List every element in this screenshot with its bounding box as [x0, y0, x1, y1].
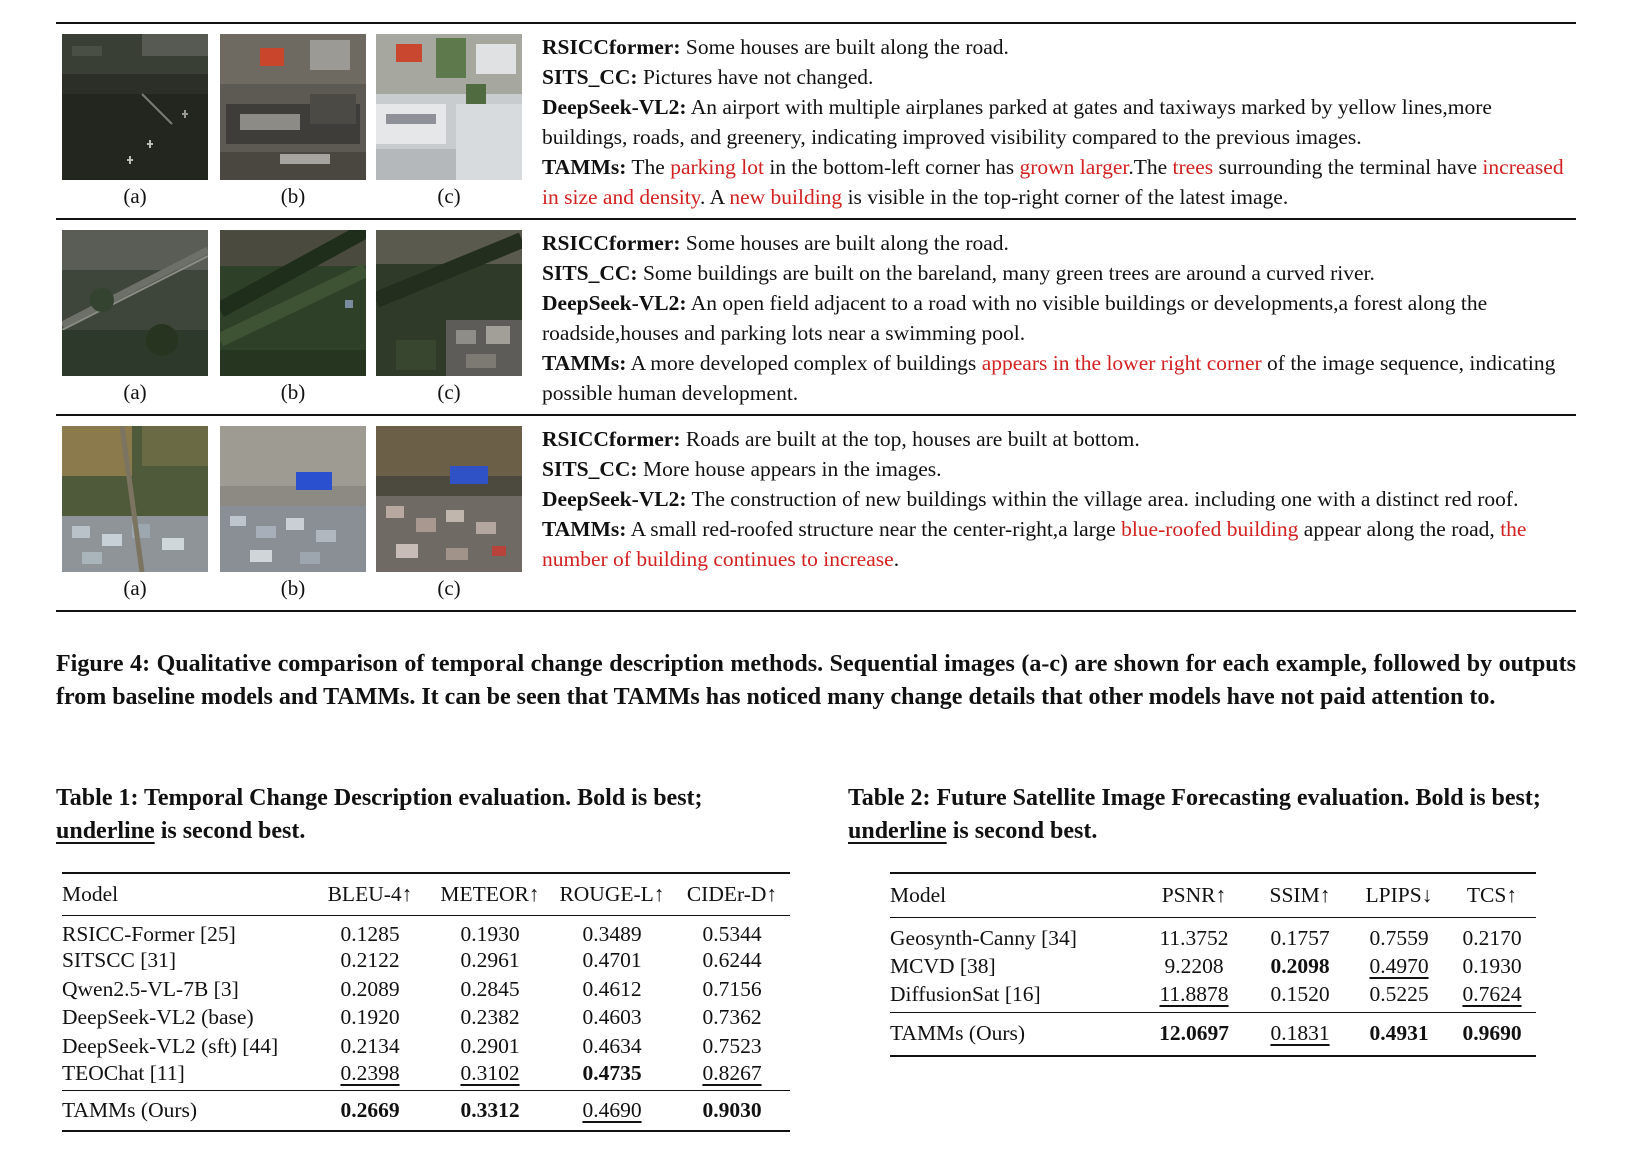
satellite-image-2c [376, 230, 522, 376]
table-1 [62, 872, 790, 1132]
metric-cell [1250, 982, 1350, 1013]
satellite-image-2c [376, 230, 522, 376]
model-cell [890, 951, 1138, 982]
model-name: DeepSeek-VL2: [542, 291, 687, 315]
cell-value: 0.5344 [702, 921, 762, 946]
caption-line [542, 32, 1576, 62]
cell-value: 0.4690 [582, 1097, 642, 1122]
table-1-caption-underline: underline [56, 818, 155, 844]
cell-value: 0.2398 [340, 1060, 400, 1085]
table-row [890, 917, 1536, 951]
cell-value: Geosynth-Canny [34] [890, 925, 1077, 950]
cell-value: 0.1831 [1270, 1021, 1330, 1046]
cell-value: PSNR↑ [1161, 882, 1227, 907]
satellite-image-1a [62, 34, 208, 180]
metric-cell [310, 915, 430, 947]
column-header [890, 873, 1138, 917]
caption-text: surrounding the terminal have [1213, 155, 1483, 179]
model-cell [890, 982, 1138, 1013]
metric-cell [1448, 982, 1536, 1013]
cell-value: 0.7362 [702, 1005, 762, 1030]
model-cell [62, 947, 310, 976]
cell-value: 12.0697 [1159, 1021, 1229, 1046]
caption-line [542, 348, 1576, 408]
cell-value: DiffusionSat [16] [890, 982, 1041, 1007]
metric-cell [1250, 951, 1350, 982]
metric-cell [430, 1090, 550, 1131]
caption-line [542, 514, 1576, 574]
caption-text: The construction of new buildings within the village area. including one with a distinct red roof. [686, 487, 1519, 511]
model-name: TAMMs: [542, 517, 627, 541]
metric-cell [674, 1090, 790, 1131]
caption-text: Roads are built at the top, houses are built at bottom. [680, 427, 1140, 451]
table-1-caption-text: Table 1: Temporal Change Description evaluation. Bold is best; [56, 785, 703, 811]
caption-text: appear along the road, [1298, 517, 1501, 541]
cell-value: 11.8878 [1159, 982, 1229, 1007]
satellite-image-3a [62, 426, 208, 572]
cell-value: 0.6244 [702, 948, 762, 973]
metric-cell [550, 1061, 674, 1091]
cell-value: 0.1757 [1270, 925, 1330, 950]
cell-value: 0.8267 [702, 1060, 762, 1085]
metric-cell [1350, 917, 1448, 951]
caption-text: Some houses are built along the road. [680, 35, 1009, 59]
table-1-caption-end: is second best. [154, 818, 306, 844]
cell-value: 0.9690 [1462, 1021, 1522, 1046]
caption-text: A small red-roofed structure near the center-right,a large [626, 517, 1122, 541]
caption-line [542, 424, 1576, 454]
header-row [62, 873, 790, 915]
table-row [62, 975, 790, 1004]
thumb-label-2a: (a) [123, 380, 147, 404]
table-row [890, 982, 1536, 1013]
caption-line [542, 258, 1576, 288]
cell-value: 0.1930 [460, 921, 520, 946]
column-header [1138, 873, 1250, 917]
model-cell [62, 975, 310, 1004]
model-cell [62, 1090, 310, 1131]
model-name: TAMMs: [542, 155, 627, 179]
cell-value: 0.2170 [1462, 925, 1522, 950]
table-2 [890, 872, 1536, 1057]
thumb-label-1b: (b) [280, 184, 306, 208]
cell-value: 0.4603 [582, 1005, 642, 1030]
table-row [62, 1004, 790, 1033]
thumb-label-3b: (b) [280, 576, 306, 600]
satellite-image-3a [62, 426, 208, 572]
cell-value: 0.2961 [460, 948, 520, 973]
satellite-image-3b [220, 426, 366, 572]
highlighted-change: blue-roofed building [1121, 517, 1299, 541]
thumb-label-3c: (c) [437, 576, 461, 600]
satellite-image-1c [376, 34, 522, 180]
caption-text: An open field adjacent to a road with no visible buildings or developments,a forest along the roadside,houses and parking lots near a swimming pool. [542, 291, 1488, 345]
metric-cell [1350, 982, 1448, 1013]
model-name: SITS_CC: [542, 261, 638, 285]
metric-cell [430, 947, 550, 976]
metric-cell [310, 1090, 430, 1131]
satellite-image-3c [376, 426, 522, 572]
metric-cell [1350, 1013, 1448, 1056]
table-2-caption [848, 782, 1578, 848]
table-row [62, 915, 790, 947]
column-header [430, 873, 550, 915]
model-name: SITS_CC: [542, 457, 638, 481]
example-row-1 [56, 22, 1576, 218]
cell-value: 0.1920 [340, 1005, 400, 1030]
satellite-image-1a [62, 34, 208, 180]
metric-cell [430, 915, 550, 947]
satellite-image-2a [62, 230, 208, 376]
cell-value: 0.4634 [582, 1033, 642, 1058]
caption-line [542, 152, 1576, 212]
cell-value: TAMMs (Ours) [62, 1097, 198, 1122]
metric-cell [674, 947, 790, 976]
metric-cell [430, 1004, 550, 1033]
metric-cell [550, 1090, 674, 1131]
metric-cell [550, 975, 674, 1004]
thumb-label-2b: (b) [280, 380, 306, 404]
cell-value: 0.2122 [340, 948, 400, 973]
cell-value: 0.2845 [460, 976, 520, 1001]
model-cell [890, 917, 1138, 951]
captions-row-3 [542, 424, 1576, 574]
figure-caption: Figure 4: Qualitative comparison of temporal change description methods. Sequential images (a-c) are shown for each example, followed by outputs from baseline models and TAMMs. It can be seen that TAMMs has noticed many change details that other models have not paid attention to. [56, 651, 1576, 710]
satellite-image-1c [376, 34, 522, 180]
model-name: TAMMs: [542, 351, 627, 375]
column-header [550, 873, 674, 915]
column-header [310, 873, 430, 915]
metric-cell [310, 1061, 430, 1091]
cell-value: SITSCC [31] [62, 948, 177, 973]
metric-cell [310, 1004, 430, 1033]
model-name: RSICCformer: [542, 35, 681, 59]
cell-value: 0.1520 [1270, 982, 1330, 1007]
table-row [62, 1061, 790, 1091]
caption-text: More house appears in the images. [637, 457, 942, 481]
cell-value: ROUGE-L↑ [559, 881, 665, 906]
cell-value: 9.2208 [1164, 953, 1224, 978]
caption-line [542, 484, 1576, 514]
table-row [62, 1090, 790, 1131]
thumb-label-3a: (a) [123, 576, 147, 600]
caption-line [542, 62, 1576, 92]
cell-value: MCVD [38] [890, 953, 996, 978]
metric-cell [1250, 917, 1350, 951]
cell-value: 0.4701 [582, 948, 642, 973]
satellite-image-3c [376, 426, 522, 572]
metric-cell [550, 915, 674, 947]
metric-cell [674, 1061, 790, 1091]
captions-row-2 [542, 228, 1576, 408]
metric-cell [430, 1032, 550, 1061]
cell-value: 0.4970 [1369, 953, 1429, 978]
caption-text: . [893, 547, 900, 571]
caption-text: Some buildings are built on the bareland, many green trees are around a curved river. [637, 261, 1375, 285]
cell-value: RSICC-Former [25] [62, 921, 236, 946]
table-row [890, 951, 1536, 982]
cell-value: TEOChat [11] [62, 1060, 185, 1085]
cell-value: 0.3489 [582, 921, 642, 946]
satellite-image-2b [220, 230, 366, 376]
highlighted-change: grown larger [1019, 155, 1129, 179]
example-row-2 [56, 218, 1576, 414]
model-name: RSICCformer: [542, 427, 681, 451]
cell-value: 0.2089 [340, 976, 400, 1001]
highlighted-change: increased in size and density [542, 155, 1564, 209]
cell-value: 0.3312 [460, 1097, 520, 1122]
metric-cell [550, 1004, 674, 1033]
model-name: SITS_CC: [542, 65, 638, 89]
highlighted-change: new building [729, 185, 843, 209]
metric-cell [1448, 951, 1536, 982]
column-header [1448, 873, 1536, 917]
column-header [62, 873, 310, 915]
table-1-caption [56, 782, 786, 848]
caption-text: Pictures have not changed. [637, 65, 874, 89]
caption-text: A more developed complex of buildings [626, 351, 982, 375]
cell-value: DeepSeek-VL2 (base) [62, 1005, 254, 1030]
table-row [62, 947, 790, 976]
caption-text: of the image sequence, indicating possible human development. [542, 351, 1556, 405]
caption-line [542, 454, 1576, 484]
highlighted-change: appears in the lower right corner [981, 351, 1262, 375]
cell-value: 0.4735 [582, 1060, 642, 1085]
thumb-label-1c: (c) [437, 184, 461, 208]
caption-text: in the bottom-left corner has [763, 155, 1020, 179]
cell-value: Qwen2.5-VL-7B [3] [62, 976, 239, 1001]
caption-line [542, 228, 1576, 258]
cell-value: Model [890, 882, 947, 907]
cell-value: 0.4612 [582, 976, 642, 1001]
model-name: DeepSeek-VL2: [542, 95, 687, 119]
cell-value: 0.7559 [1369, 925, 1429, 950]
metric-cell [674, 1004, 790, 1033]
metric-cell [1448, 1013, 1536, 1056]
column-header [1350, 873, 1448, 917]
cell-value: 0.2098 [1270, 953, 1330, 978]
metric-cell [550, 1032, 674, 1061]
metric-cell [1138, 1013, 1250, 1056]
cell-value: 0.7523 [702, 1033, 762, 1058]
cell-value: 11.3752 [1159, 925, 1229, 950]
cell-value: Model [62, 881, 119, 906]
highlighted-change: trees [1172, 155, 1214, 179]
metric-cell [310, 947, 430, 976]
cell-value: CIDEr-D↑ [686, 881, 778, 906]
metric-cell [1138, 917, 1250, 951]
model-cell [62, 915, 310, 947]
table-2-caption-end: is second best. [946, 818, 1098, 844]
header-row [890, 873, 1536, 917]
cell-value: 0.2669 [340, 1097, 400, 1122]
table-2-caption-underline: underline [848, 818, 947, 844]
cell-value: 0.1930 [1462, 953, 1522, 978]
cell-value: BLEU-4↑ [327, 881, 413, 906]
thumb-label-2c: (c) [437, 380, 461, 404]
model-cell [890, 1013, 1138, 1056]
model-cell [62, 1032, 310, 1061]
table-row [62, 1032, 790, 1061]
table-2-caption-text: Table 2: Future Satellite Image Forecasting evaluation. Bold is best; [848, 785, 1541, 811]
cell-value: TAMMs (Ours) [890, 1021, 1026, 1046]
cell-value: 0.7624 [1462, 982, 1522, 1007]
table-row [890, 1013, 1536, 1056]
satellite-image-1b [220, 34, 366, 180]
satellite-image-1b [220, 34, 366, 180]
caption-text: . A [700, 185, 730, 209]
cell-value: SSIM↑ [1269, 882, 1331, 907]
caption-line [542, 288, 1576, 348]
cell-value: 0.2382 [460, 1005, 520, 1030]
cell-value: 0.7156 [702, 976, 762, 1001]
metric-cell [310, 1032, 430, 1061]
caption-text: .The [1128, 155, 1173, 179]
cell-value: 0.5225 [1369, 982, 1429, 1007]
highlighted-change: the number of building continues to increase [542, 517, 1527, 571]
cell-value: 0.3102 [460, 1060, 520, 1085]
model-name: RSICCformer: [542, 231, 681, 255]
metric-cell [1350, 951, 1448, 982]
cell-value: 0.2134 [340, 1033, 400, 1058]
cell-value: LPIPS↓ [1365, 882, 1433, 907]
satellite-image-2a [62, 230, 208, 376]
cell-value: TCS↑ [1466, 882, 1518, 907]
metric-cell [550, 947, 674, 976]
metric-cell [1250, 1013, 1350, 1056]
cell-value: 0.4931 [1369, 1021, 1429, 1046]
metric-cell [430, 1061, 550, 1091]
cell-value: 0.2901 [460, 1033, 520, 1058]
figure-4 [56, 22, 1576, 612]
metric-cell [430, 975, 550, 1004]
model-name: DeepSeek-VL2: [542, 487, 687, 511]
metric-cell [310, 975, 430, 1004]
model-cell [62, 1061, 310, 1091]
cell-value: METEOR↑ [440, 881, 540, 906]
column-header [674, 873, 790, 915]
caption-text: Some houses are built along the road. [680, 231, 1009, 255]
example-row-3 [56, 414, 1576, 612]
thumb-label-1a: (a) [123, 184, 147, 208]
satellite-image-2b [220, 230, 366, 376]
caption-text: is visible in the top-right corner of the latest image. [842, 185, 1289, 209]
metric-cell [1138, 982, 1250, 1013]
cell-value: 0.9030 [702, 1097, 762, 1122]
satellite-image-3b [220, 426, 366, 572]
cell-value: 0.1285 [340, 921, 400, 946]
caption-line [542, 92, 1576, 152]
metric-cell [674, 1032, 790, 1061]
caption-text: The [626, 155, 671, 179]
model-cell [62, 1004, 310, 1033]
column-header [1250, 873, 1350, 917]
metric-cell [1448, 917, 1536, 951]
caption-text: An airport with multiple airplanes parked at gates and taxiways marked by yellow lines,more buildings, roads, and greenery, indicating improved visibility compared to the previous images. [542, 95, 1492, 149]
metric-cell [674, 915, 790, 947]
metric-cell [1138, 951, 1250, 982]
highlighted-change: parking lot [670, 155, 764, 179]
captions-row-1 [542, 32, 1576, 212]
metric-cell [674, 975, 790, 1004]
cell-value: DeepSeek-VL2 (sft) [44] [62, 1033, 279, 1058]
